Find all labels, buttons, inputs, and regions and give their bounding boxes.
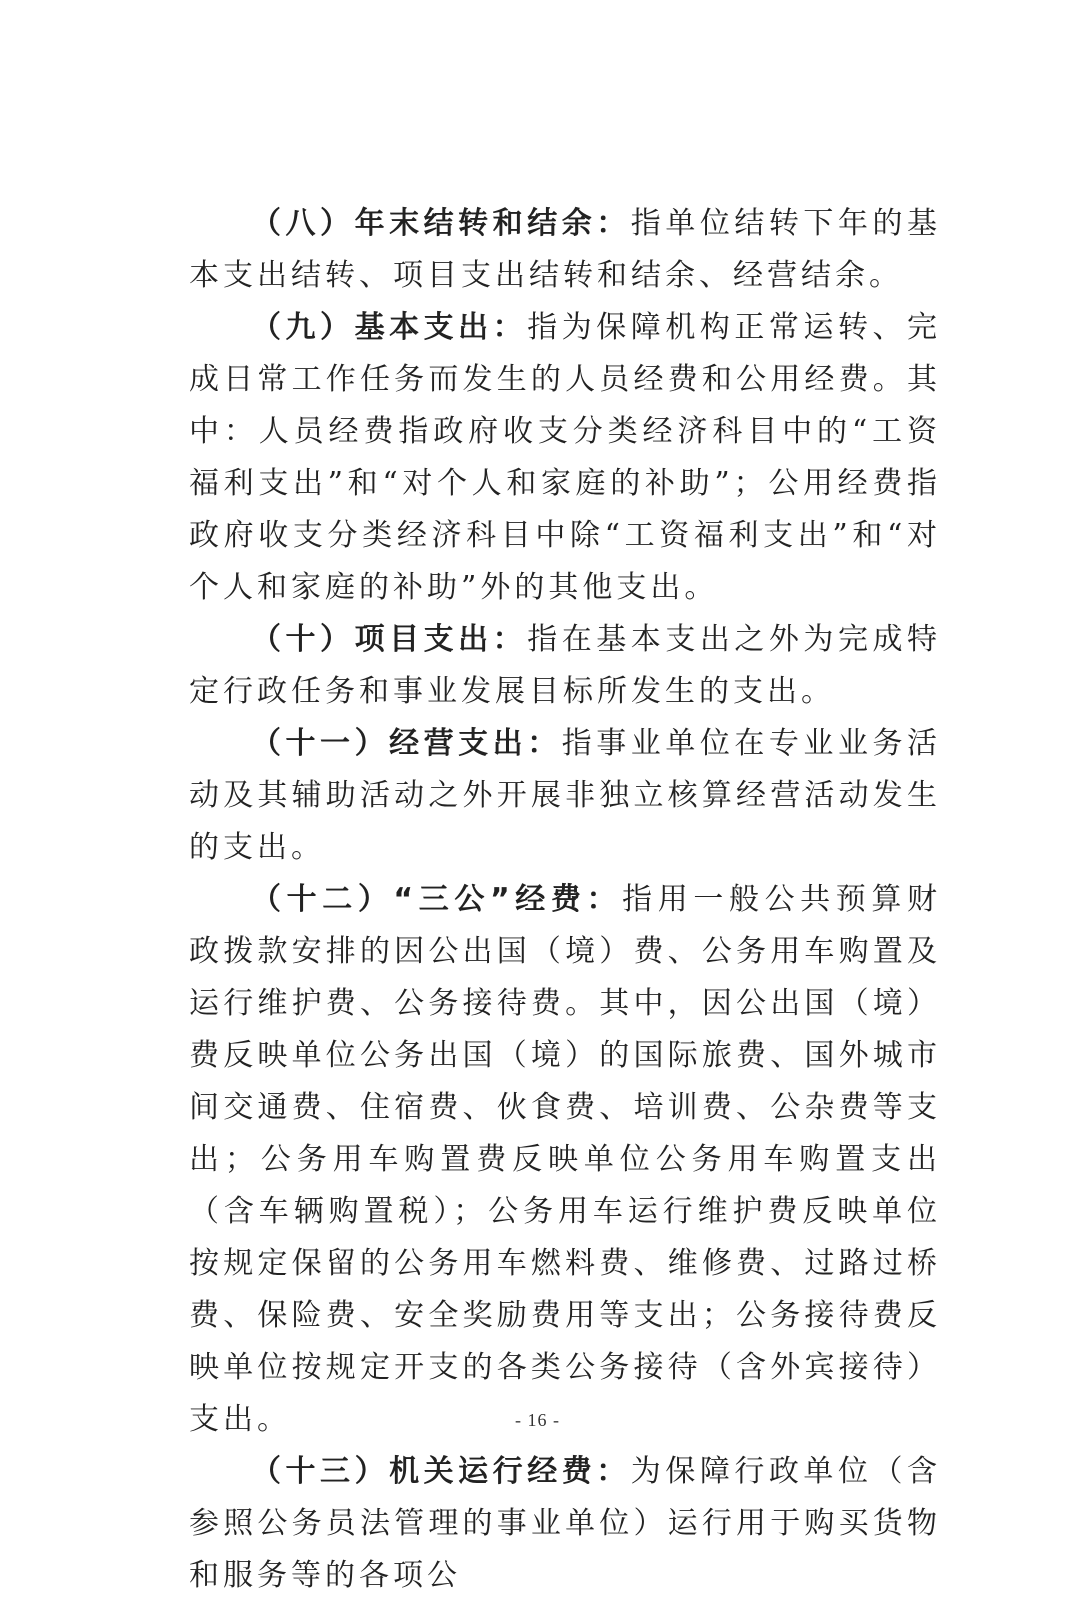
paragraph-text: 指为保障机构正常运转、完成日常工作任务而发生的人员经费和公用经费。其中：人员经费指政府收支分类经济科目中的“工资福利支出”和“对个人和家庭的补助”；公用经费指政府收支分类经济科目中除“工资福利支出”和“对个人和家庭的补助”外的其他支出。 <box>189 310 942 605</box>
paragraph-12 <box>189 874 941 1446</box>
paragraph-label: （九）基本支出： <box>251 310 528 345</box>
paragraph-label: （十二）“三公”经费： <box>251 882 623 917</box>
paragraph-8 <box>189 198 941 302</box>
document-body <box>189 198 941 1602</box>
paragraph-text: 指用一般公共预算财政拨款安排的因公出国（境）费、公务用车购置及运行维护费、公务接待费。其中，因公出国（境）费反映单位公务出国（境）的国际旅费、国外城市间交通费、住宿费、伙食费、培训费、公杂费等支出；公务用车购置费反映单位公务用车购置支出（含车辆购置税）；公务用车运行维护费反映单位按规定保留的公务用车燃料费、维修费、过路过桥费、保险费、安全奖励费用等支出；公务接待费反映单位按规定开支的各类公务接待（含外宾接待）支出。 <box>189 882 942 1437</box>
paragraph-label: （八）年末结转和结余： <box>251 206 631 241</box>
paragraph-11 <box>189 718 941 874</box>
paragraph-label: （十一）经营支出： <box>251 726 562 761</box>
paragraph-text: 指在基本支出之外为完成特定行政任务和事业发展目标所发生的支出。 <box>189 622 942 709</box>
paragraph-label: （十）项目支出： <box>251 622 528 657</box>
paragraph-13 <box>189 1446 941 1602</box>
paragraph-label: （十三）机关运行经费： <box>251 1454 631 1489</box>
paragraph-9 <box>189 302 941 614</box>
paragraph-text: 指事业单位在专业业务活动及其辅助活动之外开展非独立核算经营活动发生的支出。 <box>189 726 942 865</box>
paragraph-text: 指单位结转下年的基本支出结转、项目支出结转和结余、经营结余。 <box>189 206 942 293</box>
page-number: - 16 - <box>515 1410 560 1430</box>
paragraph-10 <box>189 614 941 718</box>
paragraph-text: 为保障行政单位（含参照公务员法管理的事业单位）运行用于购买货物和服务等的各项公 <box>189 1454 942 1593</box>
